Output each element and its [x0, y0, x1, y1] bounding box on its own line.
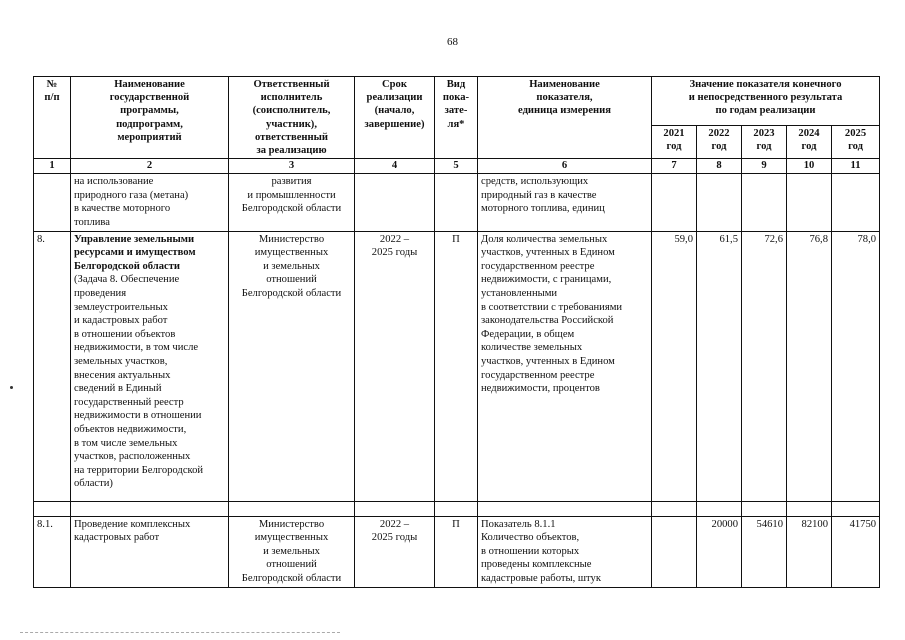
- spacer-cell: [742, 501, 787, 516]
- column-number: 8: [697, 159, 742, 174]
- row-executor: [229, 516, 355, 587]
- row-name-text: на использование природного газа (метана) в качестве моторного топлива: [74, 176, 189, 228]
- row-term-text: 2022 – 2025 годы: [371, 518, 418, 544]
- row-value: 76,8: [787, 231, 832, 501]
- row-value: [652, 516, 697, 587]
- spacer-cell: [229, 501, 355, 516]
- spacer-cell: [478, 501, 652, 516]
- indicators-table: [33, 76, 880, 588]
- header-year: [832, 125, 880, 159]
- row-type: П: [435, 516, 478, 587]
- row-value: 78,0: [832, 231, 880, 501]
- row-number: 8.1.: [34, 516, 71, 587]
- row-value: 59,0: [652, 231, 697, 501]
- row-executor-text: Министерство имущественных и земельных отношений Белгородской области: [241, 233, 342, 299]
- table-row: [34, 231, 880, 501]
- header-year: [742, 125, 787, 159]
- row-indicator-text: Показатель 8.1.1 Количество объектов, в отношении которых проведены комплексные кадастровые работы, штук: [481, 518, 601, 584]
- header-row: [34, 77, 880, 126]
- row-indicator-text: средств, использующих природный газ в качестве моторного топлива, единиц: [481, 176, 605, 215]
- column-number: 3: [229, 159, 355, 174]
- row-value: 20000: [697, 516, 742, 587]
- column-number: 6: [478, 159, 652, 174]
- header-indicator-name-text: Наименование показателя, единица измерения: [518, 79, 611, 117]
- row-value: 72,6: [742, 231, 787, 501]
- header-values-group: [652, 77, 880, 126]
- header-year-text: 2023 год: [753, 127, 775, 152]
- row-value: [832, 174, 880, 231]
- row-value: 61,5: [697, 231, 742, 501]
- header-year-text: 2021 год: [663, 127, 685, 152]
- row-number: [34, 174, 71, 231]
- stray-dot: [10, 386, 13, 389]
- column-number: 1: [34, 159, 71, 174]
- row-value: 54610: [742, 516, 787, 587]
- spacer-cell: [787, 501, 832, 516]
- row-value: [697, 174, 742, 231]
- header-indicator-type: [435, 77, 478, 159]
- row-type: [435, 174, 478, 231]
- row-name: [71, 174, 229, 231]
- table-row: [34, 516, 880, 587]
- header-executor-text: Ответственный исполнитель (соисполнитель, участник), ответственный за реализацию: [252, 79, 331, 157]
- row-value: [787, 174, 832, 231]
- row-value: 41750: [832, 516, 880, 587]
- row-indicator: [478, 231, 652, 501]
- spacer-cell: [355, 501, 435, 516]
- row-name: [71, 516, 229, 587]
- header-indicator-name: [478, 77, 652, 159]
- page-edge-line: [20, 632, 340, 633]
- column-numbers-row: [34, 159, 880, 174]
- row-value: 82100: [787, 516, 832, 587]
- column-number: 5: [435, 159, 478, 174]
- column-number: 2: [71, 159, 229, 174]
- row-indicator-text: Доля количества земельных участков, учтенных в Едином государственном реестре недвижимости, с границами, установленными в соответствии с требованиями законодательства Российской Федерации, в общем количестве земельных участков, учтенных в Едином государственном реестре недвижимости, процентов: [481, 233, 623, 395]
- column-number: 9: [742, 159, 787, 174]
- header-year: [652, 125, 697, 159]
- row-value: [742, 174, 787, 231]
- spacer-row: [34, 501, 880, 516]
- row-name-text: (Задача 8. Обеспечение проведения землеустроительных и кадастровых работ в отношении объектов недвижимости, в том числе земельных участков, внесения актуальных сведений в Единый государственный реестр недвижимости в отношении объектов недвижимости, в том числе земельных участков, расположенных на территории Белгородской области): [74, 274, 204, 490]
- spacer-cell: [435, 501, 478, 516]
- header-program-name: [71, 77, 229, 159]
- header-number: [34, 77, 71, 159]
- row-executor: [229, 231, 355, 501]
- row-name-bold-text: Управление земельными ресурсами и имуществом Белгородской области: [74, 233, 196, 272]
- spacer-cell: [34, 501, 71, 516]
- header-year: [697, 125, 742, 159]
- row-term-text: 2022 – 2025 годы: [371, 233, 418, 259]
- row-indicator: [478, 174, 652, 231]
- row-executor-text: Министерство имущественных и земельных отношений Белгородской области: [241, 518, 342, 584]
- header-term-text: Срок реализации (начало, завершение): [364, 79, 425, 130]
- header-year-text: 2024 год: [798, 127, 820, 152]
- spacer-cell: [697, 501, 742, 516]
- column-number: 7: [652, 159, 697, 174]
- row-type: П: [435, 231, 478, 501]
- row-executor: [229, 174, 355, 231]
- row-name-text: Проведение комплексных кадастровых работ: [74, 518, 191, 544]
- header-program-name-text: Наименование государственной программы, подпрограмм, мероприятий: [109, 79, 190, 143]
- header-year: [787, 125, 832, 159]
- spacer-cell: [71, 501, 229, 516]
- row-term: [355, 516, 435, 587]
- header-number-text: № п/п: [44, 79, 60, 104]
- column-number: 10: [787, 159, 832, 174]
- row-term: [355, 231, 435, 501]
- spacer-cell: [832, 501, 880, 516]
- row-indicator: [478, 516, 652, 587]
- table-row: [34, 174, 880, 231]
- page-number: 68: [447, 36, 458, 48]
- row-number: 8.: [34, 231, 71, 501]
- column-number: 11: [832, 159, 880, 174]
- row-value: [652, 174, 697, 231]
- header-year-text: 2022 год: [708, 127, 730, 152]
- header-term: [355, 77, 435, 159]
- row-executor-text: развития и промышленности Белгородской области: [241, 176, 342, 215]
- spacer-cell: [652, 501, 697, 516]
- header-indicator-type-text: Вид пока- зате- ля*: [442, 79, 470, 130]
- header-executor: [229, 77, 355, 159]
- row-name: [71, 231, 229, 501]
- header-values-group-text: Значение показателя конечного и непосредственного результата по годам реализации: [688, 79, 843, 117]
- column-number: 4: [355, 159, 435, 174]
- header-year-text: 2025 год: [844, 127, 867, 152]
- row-term: [355, 174, 435, 231]
